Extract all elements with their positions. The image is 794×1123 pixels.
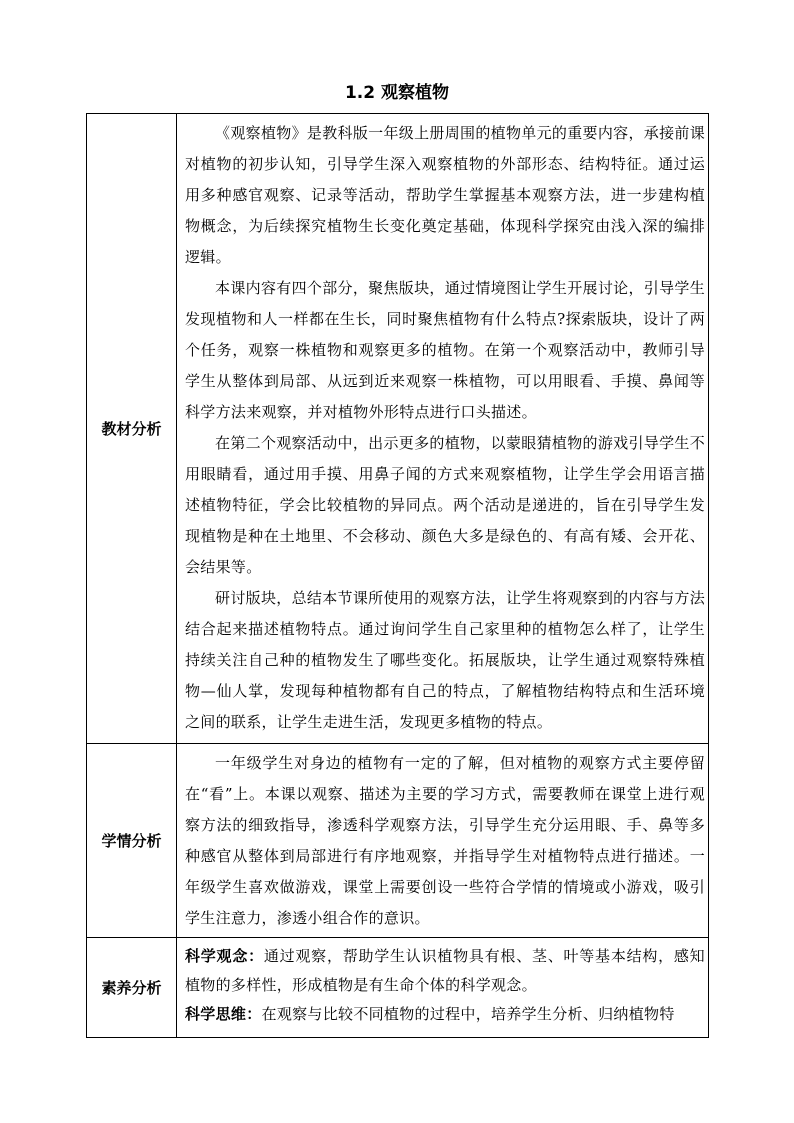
- row-label-literacy-analysis: 素养分析: [87, 938, 177, 1038]
- paragraph: 一年级学生对身边的植物有一定的了解，但对植物的观察方式主要停留在“看”上。本课以观察、描述为主要的学习方式，需要教师在课堂上进行观察方法的细致指导，渗透科学观察方法，引导学生充分运用眼、手、鼻等多种感官从整体到局部进行有序地观察，并指导学生对植物特点进行描述。一年级学生喜欢做游戏，课堂上需要创设一些符合学情的情境或小游戏，吸引学生注意力，渗透小组合作的意识。: [185, 754, 705, 927]
- paragraph: 在第二个观察活动中，出示更多的植物，以蒙眼猜植物的游戏引导学生不用眼睛看，通过用手摸、用鼻子闻的方式来观察植物，让学生学会用语言描述植物特征，学会比较植物的异同点。两个活动是递进的，旨在引导学生发现植物是种在土地里、不会移动、颜色大多是绿色的、有高有矮、会开花、会结果等。: [185, 434, 705, 576]
- row-content-literacy-analysis: [177, 938, 709, 1038]
- paragraph: 本课内容有四个部分，聚焦版块，通过情境图让学生开展讨论，引导学生发现植物和人一样都在生长，同时聚焦植物有什么特点?探索版块，设计了两个任务，观察一株植物和观察更多的植物。在第一个观察活动中，教师引导学生从整体到局部、从远到近来观察一株植物，可以用眼看、手摸、鼻闻等科学方法来观察，并对植物外形特点进行口头描述。: [185, 279, 705, 421]
- page-title: 1.2 观察植物: [344, 83, 450, 103]
- table-row: [87, 744, 709, 938]
- paragraph: 《观察植物》是教科版一年级上册周围的植物单元的重要内容，承接前课对植物的初步认知，引导学生深入观察植物的外部形态、结构特征。通过运用多种感官观察、记录等活动，帮助学生掌握基本观察方法，进一步建构植物概念，为后续探究植物生长变化奠定基础，体现科学探究由浅入深的编排逻辑。: [185, 124, 705, 266]
- item-text: 在观察与比较不同植物的过程中，培养学生分析、归纳植物特: [261, 1005, 675, 1023]
- row-content-textbook-analysis: [177, 114, 709, 744]
- literacy-item-science-concept: [185, 942, 705, 1000]
- item-heading: 科学观念：: [185, 947, 264, 965]
- row-content-student-analysis: [177, 744, 709, 938]
- item-heading: 科学思维：: [185, 1005, 262, 1023]
- row-label-student-analysis: 学情分析: [87, 744, 177, 938]
- table-row: [87, 114, 709, 744]
- lesson-analysis-table: [86, 113, 709, 1038]
- item-text: 通过观察，帮助学生认识植物具有根、茎、叶等基本结构，感知植物的多样性，形成植物是有生命个体的科学观念。: [185, 947, 705, 994]
- literacy-item-science-thinking: [185, 1000, 705, 1029]
- row-label-textbook-analysis: 教材分析: [87, 114, 177, 744]
- table-row: [87, 938, 709, 1038]
- paragraph: 研讨版块，总结本节课所使用的观察方法，让学生将观察到的内容与方法结合起来描述植物特点。通过询问学生自己家里种的植物怎么样了，让学生持续关注自己种的植物发生了哪些变化。拓展版块，让学生通过观察特殊植物—仙人掌，发现每种植物都有自己的特点，了解植物结构特点和生活环境之间的联系，让学生走进生活，发现更多植物的特点。: [185, 589, 705, 731]
